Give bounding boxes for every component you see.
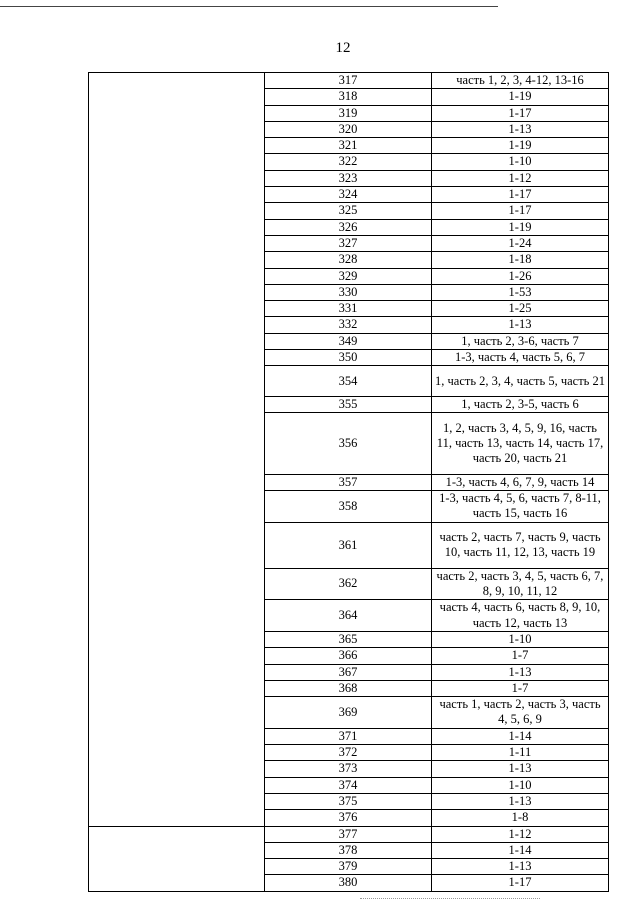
article-cell: 326: [265, 219, 432, 235]
parts-cell: 1, 2, часть 3, 4, 5, 9, 16, часть 11, часть 13, часть 14, часть 17, часть 20, часть 21: [432, 413, 609, 474]
article-cell: 324: [265, 187, 432, 203]
article-cell: 322: [265, 154, 432, 170]
article-cell: 379: [265, 859, 432, 875]
article-cell: 371: [265, 728, 432, 744]
article-cell: 372: [265, 745, 432, 761]
parts-cell: 1-13: [432, 664, 609, 680]
article-cell: 373: [265, 761, 432, 777]
article-cell: 350: [265, 350, 432, 366]
parts-cell: часть 2, часть 7, часть 9, часть 10, часть 11, 12, 13, часть 19: [432, 522, 609, 568]
article-cell: 329: [265, 268, 432, 284]
parts-cell: 1-13: [432, 317, 609, 333]
article-cell: 364: [265, 600, 432, 632]
article-cell: 362: [265, 568, 432, 600]
blank-left-cell: [89, 73, 265, 827]
parts-cell: 1-19: [432, 89, 609, 105]
article-cell: 317: [265, 73, 432, 89]
parts-cell: 1-18: [432, 252, 609, 268]
article-cell: 349: [265, 333, 432, 349]
article-cell: 356: [265, 413, 432, 474]
parts-cell: 1-3, часть 4, 6, 7, 9, часть 14: [432, 474, 609, 490]
article-cell: 325: [265, 203, 432, 219]
parts-cell: 1-17: [432, 875, 609, 891]
table-row: [89, 73, 609, 89]
parts-cell: 1-53: [432, 284, 609, 300]
article-cell: 361: [265, 522, 432, 568]
article-cell: 319: [265, 105, 432, 121]
parts-cell: часть 2, часть 3, 4, 5, часть 6, 7, 8, 9, 10, 11, 12: [432, 568, 609, 600]
parts-cell: 1-13: [432, 121, 609, 137]
article-cell: 323: [265, 170, 432, 186]
parts-cell: 1-17: [432, 105, 609, 121]
parts-cell: 1-7: [432, 680, 609, 696]
article-cell: 375: [265, 793, 432, 809]
parts-cell: 1-19: [432, 219, 609, 235]
bottom-scan-marks: [360, 898, 540, 900]
page-number: 12: [335, 40, 351, 56]
parts-cell: 1-8: [432, 810, 609, 826]
parts-cell: часть 1, 2, 3, 4-12, 13-16: [432, 73, 609, 89]
article-cell: 331: [265, 301, 432, 317]
article-cell: 321: [265, 138, 432, 154]
article-cell: 369: [265, 697, 432, 729]
table-row: [89, 826, 609, 842]
parts-cell: 1-13: [432, 859, 609, 875]
parts-cell: 1-17: [432, 203, 609, 219]
article-cell: 365: [265, 632, 432, 648]
parts-cell: 1-7: [432, 648, 609, 664]
parts-cell: 1-3, часть 4, часть 5, 6, 7: [432, 350, 609, 366]
article-cell: 354: [265, 366, 432, 397]
article-cell: 357: [265, 474, 432, 490]
parts-cell: 1-17: [432, 187, 609, 203]
article-cell: 380: [265, 875, 432, 891]
article-cell: 367: [265, 664, 432, 680]
parts-cell: 1-19: [432, 138, 609, 154]
parts-cell: 1, часть 2, 3, 4, часть 5, часть 21: [432, 366, 609, 397]
document-table: [88, 72, 609, 892]
article-cell: 358: [265, 491, 432, 523]
article-cell: 318: [265, 89, 432, 105]
article-cell: 368: [265, 680, 432, 696]
article-cell: 376: [265, 810, 432, 826]
parts-cell: 1-13: [432, 793, 609, 809]
article-cell: 328: [265, 252, 432, 268]
parts-cell: 1-12: [432, 170, 609, 186]
parts-cell: 1-13: [432, 761, 609, 777]
article-cell: 377: [265, 826, 432, 842]
article-cell: 330: [265, 284, 432, 300]
parts-cell: 1-14: [432, 842, 609, 858]
article-cell: 332: [265, 317, 432, 333]
blank-left-cell: [89, 826, 265, 891]
parts-cell: часть 4, часть 6, часть 8, 9, 10, часть 12, часть 13: [432, 600, 609, 632]
parts-cell: 1, часть 2, 3-6, часть 7: [432, 333, 609, 349]
parts-cell: 1-12: [432, 826, 609, 842]
article-cell: 366: [265, 648, 432, 664]
article-cell: 327: [265, 235, 432, 251]
top-rule: [0, 6, 498, 7]
article-cell: 320: [265, 121, 432, 137]
parts-cell: 1, часть 2, 3-5, часть 6: [432, 397, 609, 413]
parts-cell: 1-25: [432, 301, 609, 317]
article-cell: 355: [265, 397, 432, 413]
parts-cell: 1-10: [432, 777, 609, 793]
parts-cell: 1-24: [432, 235, 609, 251]
parts-cell: 1-11: [432, 745, 609, 761]
parts-cell: 1-14: [432, 728, 609, 744]
parts-cell: 1-10: [432, 632, 609, 648]
parts-cell: 1-26: [432, 268, 609, 284]
parts-cell: 1-3, часть 4, 5, 6, часть 7, 8-11, часть 15, часть 16: [432, 491, 609, 523]
parts-cell: часть 1, часть 2, часть 3, часть 4, 5, 6, 9: [432, 697, 609, 729]
parts-cell: 1-10: [432, 154, 609, 170]
article-cell: 378: [265, 842, 432, 858]
article-cell: 374: [265, 777, 432, 793]
